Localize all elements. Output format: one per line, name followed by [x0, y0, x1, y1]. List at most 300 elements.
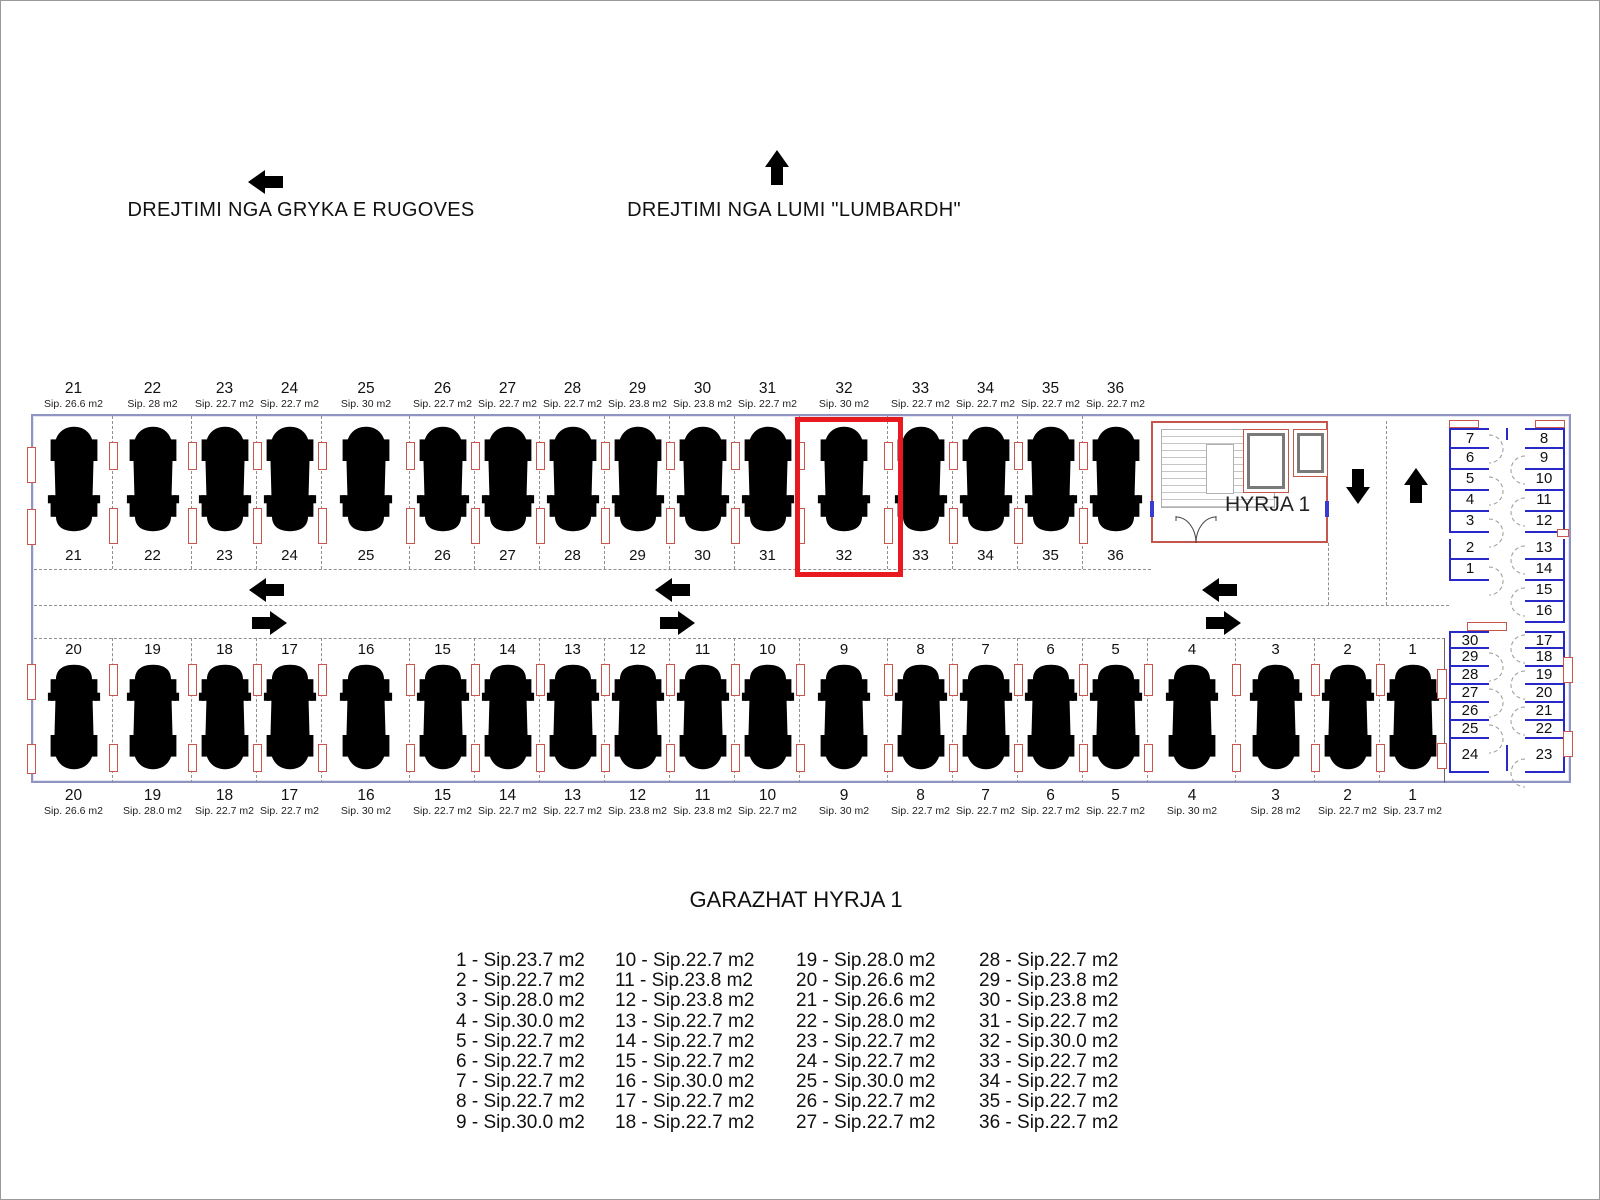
- stall-3-label-area: Sip. 28 m2: [1250, 805, 1301, 817]
- stall-20-number: 20: [65, 641, 82, 658]
- legend-item: 16 - Sip.30.0 m2: [615, 1071, 755, 1093]
- stall-2-label-area: Sip. 22.7 m2: [1318, 805, 1377, 817]
- stall-17-label-number: 17: [280, 787, 299, 804]
- storage-cell-15: 15: [1525, 581, 1565, 602]
- stall-6-label-number: 6: [1046, 787, 1055, 804]
- column-marker: [949, 744, 958, 772]
- highlight-box-stall-32: [795, 417, 903, 577]
- storage-cell-18: 18: [1525, 649, 1565, 667]
- legend-item: 28 - Sip.22.7 m2: [979, 950, 1119, 971]
- storage-cell-22: 22: [1525, 721, 1565, 739]
- legend-item: 35 - Sip.22.7 m2: [979, 1091, 1119, 1113]
- legend-item: 6 - Sip.22.7 m2: [456, 1050, 585, 1072]
- legend-item: 15 - Sip.22.7 m2: [615, 1050, 755, 1072]
- stall-20-car-icon: [47, 663, 101, 776]
- storage-cell-16: 16: [1525, 602, 1565, 623]
- stall-31-label-number: 31: [758, 380, 777, 397]
- stall-33-label-area: Sip. 22.7 m2: [891, 398, 950, 410]
- stall-30-label-area: Sip. 23.8 m2: [673, 398, 732, 410]
- lane-arrow-west-3: [1202, 578, 1238, 602]
- storage-cell-2: 2: [1449, 539, 1489, 560]
- stall-10-number: 10: [759, 641, 776, 658]
- stall-22-car-icon: [126, 425, 180, 538]
- legend-column-1: [456, 951, 585, 1133]
- lane-arrow-east-3: [1205, 611, 1241, 635]
- column-marker: [1014, 744, 1023, 772]
- stall-26-car-icon: [416, 425, 470, 538]
- stall-12-label-area: Sip. 23.8 m2: [608, 805, 667, 817]
- column-marker: [1232, 744, 1241, 772]
- column-marker: [1014, 442, 1023, 470]
- legend-item: 32 - Sip.30.0 m2: [979, 1030, 1119, 1052]
- column-marker: [109, 744, 118, 772]
- column-marker: [109, 508, 118, 544]
- stall-29-label-area: Sip. 23.8 m2: [608, 398, 667, 410]
- column-marker: [731, 442, 740, 470]
- legend-title: GARAZHAT HYRJA 1: [689, 887, 903, 912]
- legend-item: 20 - Sip.26.6 m2: [796, 970, 936, 992]
- storage-cell-10: 10: [1525, 470, 1565, 491]
- wall-marker: [1437, 743, 1447, 769]
- stall-2-car-icon: [1321, 663, 1375, 776]
- storage-cell-19: 19: [1525, 667, 1565, 685]
- stall-5-car-icon: [1089, 663, 1143, 776]
- legend-item: 22 - Sip.28.0 m2: [796, 1010, 936, 1032]
- stall-26-label-area: Sip. 22.7 m2: [413, 398, 472, 410]
- legend-item: 30 - Sip.23.8 m2: [979, 990, 1119, 1012]
- column-marker: [406, 508, 415, 544]
- storage-cell-8: 8: [1525, 428, 1565, 449]
- stall-25-label-number: 25: [357, 380, 375, 397]
- stall-9-car-icon: [817, 663, 871, 776]
- storage-cell-29: 29: [1449, 649, 1489, 667]
- stall-18-car-icon: [198, 663, 252, 776]
- stall-35-car-icon: [1024, 425, 1078, 538]
- wall-marker: [1437, 669, 1447, 699]
- stall-15-label-area: Sip. 22.7 m2: [413, 805, 472, 817]
- storage-cell-7: 7: [1449, 428, 1489, 449]
- elevator-cab: [1297, 433, 1324, 473]
- ramp-arrow-up-icon: [1404, 468, 1428, 504]
- legend-item: 12 - Sip.23.8 m2: [615, 990, 755, 1012]
- column-marker: [1232, 664, 1241, 696]
- stall-29-label-number: 29: [628, 380, 647, 397]
- column-marker: [601, 442, 610, 470]
- column-marker: [1014, 664, 1023, 696]
- legend-item: 14 - Sip.22.7 m2: [615, 1030, 755, 1052]
- legend-item: 3 - Sip.28.0 m2: [456, 990, 585, 1012]
- stall-1-number: 1: [1408, 641, 1417, 658]
- column-marker: [188, 508, 197, 544]
- lane-arrow-east-2: [659, 611, 695, 635]
- stall-35-label-area: Sip. 22.7 m2: [1021, 398, 1080, 410]
- stall-1-label-area: Sip. 23.7 m2: [1383, 805, 1442, 817]
- stall-28-label-area: Sip. 22.7 m2: [543, 398, 602, 410]
- column-marker: [1144, 664, 1153, 696]
- storage-cell-20: 20: [1525, 685, 1565, 703]
- stall-18-number: 18: [216, 641, 233, 658]
- legend-item: 10 - Sip.22.7 m2: [615, 950, 755, 971]
- storage-cell-23: 23: [1525, 739, 1565, 773]
- stall-2-number: 2: [1343, 641, 1352, 658]
- stall-8-number: 8: [916, 641, 925, 658]
- stair-core: [1206, 444, 1234, 494]
- storage-cell-9: 9: [1525, 449, 1565, 470]
- column-marker: [884, 744, 893, 772]
- storage-cell-12: 12: [1525, 512, 1565, 533]
- stall-15-car-icon: [416, 663, 470, 776]
- legend-item: 31 - Sip.22.7 m2: [979, 1010, 1119, 1032]
- legend-column-4: [979, 951, 1118, 1133]
- column-marker: [27, 509, 36, 545]
- stall-18-label-number: 18: [215, 787, 234, 804]
- column-marker: [318, 442, 327, 470]
- column-marker: [601, 664, 610, 696]
- stall-33-number: 33: [912, 547, 929, 564]
- column-marker: [796, 744, 805, 772]
- column-marker: [601, 744, 610, 772]
- stall-36-label-area: Sip. 22.7 m2: [1086, 398, 1145, 410]
- wall-marker: [1449, 420, 1479, 428]
- stall-11-label-number: 11: [694, 787, 711, 804]
- column-marker: [1144, 744, 1153, 772]
- column-marker: [949, 442, 958, 470]
- stall-1-car-icon: [1386, 663, 1440, 776]
- column-marker: [188, 664, 197, 696]
- elevator-icon: [1293, 429, 1328, 477]
- column-marker: [253, 442, 262, 470]
- storage-cell-26: 26: [1449, 703, 1489, 721]
- stall-7-label-area: Sip. 22.7 m2: [956, 805, 1015, 817]
- ramp-divider-dashed: [1386, 421, 1387, 605]
- stall-6-label-area: Sip. 22.7 m2: [1021, 805, 1080, 817]
- stall-26-label-number: 26: [433, 380, 452, 397]
- stall-31-number: 31: [759, 547, 776, 564]
- lane-divider-dashed: [34, 569, 1151, 570]
- stall-25-car-icon: [339, 425, 393, 538]
- storage-cell-14: 14: [1525, 560, 1565, 581]
- stall-35-label-number: 35: [1041, 380, 1060, 397]
- stall-3-number: 3: [1271, 641, 1280, 658]
- stall-8-label-number: 8: [916, 787, 925, 804]
- column-marker: [406, 664, 415, 696]
- stall-5-label-area: Sip. 22.7 m2: [1086, 805, 1145, 817]
- stall-13-label-area: Sip. 22.7 m2: [543, 805, 602, 817]
- stall-18-label-area: Sip. 22.7 m2: [195, 805, 254, 817]
- stall-35-number: 35: [1042, 547, 1059, 564]
- stall-19-label-area: Sip. 28.0 m2: [123, 805, 182, 817]
- lane-centerline-dashed: [34, 605, 1449, 606]
- stall-4-number: 4: [1187, 641, 1197, 658]
- stall-32-label-area: Sip. 30 m2: [818, 398, 870, 410]
- column-marker: [109, 664, 118, 696]
- entrance-label: HYRJA 1: [1225, 493, 1311, 516]
- storage-cell-4: 4: [1449, 491, 1489, 512]
- column-marker: [1311, 744, 1320, 772]
- storage-cell-27: 27: [1449, 685, 1489, 703]
- stall-29-number: 29: [629, 547, 646, 564]
- stall-25-number: 25: [357, 547, 375, 564]
- legend-item: 23 - Sip.22.7 m2: [796, 1030, 936, 1052]
- stall-8-label-area: Sip. 22.7 m2: [891, 805, 950, 817]
- column-marker: [536, 664, 545, 696]
- legend-item: 7 - Sip.22.7 m2: [456, 1071, 585, 1093]
- storage-cell-28: 28: [1449, 667, 1489, 685]
- column-marker: [1079, 508, 1088, 544]
- column-marker: [536, 442, 545, 470]
- column-marker: [1376, 744, 1385, 772]
- stall-7-car-icon: [959, 663, 1013, 776]
- stall-7-label-number: 7: [981, 787, 990, 804]
- stall-16-car-icon: [339, 663, 393, 776]
- stall-27-label-number: 27: [498, 380, 517, 397]
- stall-11-number: 11: [694, 641, 711, 658]
- column-marker: [601, 508, 610, 544]
- stall-11-car-icon: [676, 663, 730, 776]
- stall-34-label-area: Sip. 22.7 m2: [956, 398, 1015, 410]
- legend-item: 29 - Sip.23.8 m2: [979, 970, 1119, 992]
- column-marker: [666, 508, 675, 544]
- stall-5-label-number: 5: [1111, 787, 1120, 804]
- stall-15-number: 15: [434, 641, 451, 658]
- stall-20-label-area: Sip. 26.6 m2: [44, 805, 103, 817]
- stall-4-label-area: Sip. 30 m2: [1166, 805, 1218, 817]
- wall-marker: [1535, 420, 1565, 428]
- stall-29-car-icon: [611, 425, 665, 538]
- stall-32-number: 32: [835, 547, 853, 564]
- stall-6-car-icon: [1024, 663, 1078, 776]
- stall-23-number: 23: [216, 547, 233, 564]
- stall-14-number: 14: [499, 641, 516, 658]
- direction-west-label: DREJTIMI NGA GRYKA E RUGOVES: [127, 199, 475, 221]
- legend-item: 36 - Sip.22.7 m2: [979, 1111, 1119, 1133]
- stall-22-label-area: Sip. 28 m2: [127, 398, 178, 410]
- legend-item: 19 - Sip.28.0 m2: [796, 950, 936, 971]
- stall-16-label-area: Sip. 30 m2: [340, 805, 392, 817]
- column-marker: [1014, 508, 1023, 544]
- corridor-wall-stub: [1506, 745, 1508, 771]
- stall-30-label-number: 30: [693, 380, 712, 397]
- stall-12-number: 12: [629, 641, 646, 658]
- stall-7-number: 7: [981, 641, 990, 658]
- stall-9-number: 9: [839, 641, 849, 658]
- stall-28-car-icon: [546, 425, 600, 538]
- stall-36-label-number: 36: [1106, 380, 1125, 397]
- legend-item: 13 - Sip.22.7 m2: [615, 1010, 755, 1032]
- storage-cell-24: 24: [1449, 739, 1489, 773]
- column-marker: [27, 664, 36, 700]
- stall-16-label-number: 16: [357, 787, 375, 804]
- column-marker: [27, 447, 36, 483]
- stall-19-number: 19: [144, 641, 161, 658]
- legend-column-3: [796, 951, 935, 1133]
- stall-12-label-number: 12: [628, 787, 647, 804]
- stall-10-label-area: Sip. 22.7 m2: [738, 805, 797, 817]
- stall-10-label-number: 10: [758, 787, 777, 804]
- door-swing-arcs: [1481, 419, 1533, 796]
- legend-item: 5 - Sip.22.7 m2: [456, 1030, 585, 1052]
- direction-west-arrow-icon: [248, 170, 284, 194]
- column-marker: [731, 664, 740, 696]
- legend-item: 1 - Sip.23.7 m2: [456, 950, 585, 971]
- elevator-icon: [1243, 429, 1289, 493]
- storage-cell-1: 1: [1449, 560, 1489, 581]
- stall-24-label-area: Sip. 22.7 m2: [260, 398, 319, 410]
- stall-1-label-number: 1: [1408, 787, 1417, 804]
- double-door-arc-icon: [1173, 516, 1219, 544]
- stall-14-label-number: 14: [498, 787, 517, 804]
- storage-cell-11: 11: [1525, 491, 1565, 512]
- stall-19-label-number: 19: [143, 787, 162, 804]
- column-marker: [471, 664, 480, 696]
- stall-19-car-icon: [126, 663, 180, 776]
- column-marker: [1079, 442, 1088, 470]
- column-marker: [666, 744, 675, 772]
- column-marker: [253, 744, 262, 772]
- legend-item: 33 - Sip.22.7 m2: [979, 1050, 1119, 1072]
- wall-marker: [1557, 529, 1569, 537]
- stall-5-number: 5: [1111, 641, 1120, 658]
- stall-36-car-icon: [1089, 425, 1143, 538]
- storage-cell-6: 6: [1449, 449, 1489, 470]
- column-marker: [1079, 744, 1088, 772]
- column-marker: [188, 744, 197, 772]
- column-marker: [318, 664, 327, 696]
- ramp-divider-dashed: [1328, 543, 1329, 605]
- lane-arrow-west-2: [655, 578, 691, 602]
- wall-marker: [1563, 657, 1573, 683]
- column-marker: [536, 744, 545, 772]
- stall-12-car-icon: [611, 663, 665, 776]
- storage-cell-17: 17: [1525, 631, 1565, 649]
- legend-item: 9 - Sip.30.0 m2: [456, 1111, 585, 1133]
- stall-20-label-number: 20: [64, 787, 83, 804]
- stall-24-label-number: 24: [280, 380, 299, 397]
- legend-item: 34 - Sip.22.7 m2: [979, 1071, 1119, 1093]
- column-marker: [949, 508, 958, 544]
- stall-30-car-icon: [676, 425, 730, 538]
- stall-26-number: 26: [434, 547, 451, 564]
- storage-cell-3: 3: [1449, 512, 1489, 533]
- column-marker: [109, 442, 118, 470]
- stall-17-number: 17: [281, 641, 298, 658]
- legend-item: 25 - Sip.30.0 m2: [796, 1071, 936, 1093]
- stall-27-car-icon: [481, 425, 535, 538]
- stall-13-label-number: 13: [563, 787, 582, 804]
- legend-item: 8 - Sip.22.7 m2: [456, 1091, 585, 1113]
- stall-21-label-number: 21: [64, 380, 83, 397]
- stall-23-car-icon: [198, 425, 252, 538]
- stall-4-label-number: 4: [1187, 787, 1197, 804]
- stall-31-label-area: Sip. 22.7 m2: [738, 398, 797, 410]
- lane-arrow-west-1: [249, 578, 285, 602]
- stall-23-label-area: Sip. 22.7 m2: [195, 398, 254, 410]
- column-marker: [796, 664, 805, 696]
- column-marker: [406, 744, 415, 772]
- stall-13-car-icon: [546, 663, 600, 776]
- stall-23-label-number: 23: [215, 380, 234, 397]
- stall-17-car-icon: [263, 663, 317, 776]
- legend-column-2: [615, 951, 754, 1133]
- column-marker: [1376, 664, 1385, 696]
- stall-15-label-number: 15: [433, 787, 452, 804]
- stall-21-number: 21: [65, 547, 82, 564]
- legend-item: 27 - Sip.22.7 m2: [796, 1111, 936, 1133]
- legend-item: 4 - Sip.30.0 m2: [456, 1010, 585, 1032]
- stall-31-car-icon: [741, 425, 795, 538]
- stall-3-label-number: 3: [1271, 787, 1280, 804]
- stall-36-number: 36: [1107, 547, 1124, 564]
- column-marker: [536, 508, 545, 544]
- stall-34-label-number: 34: [976, 380, 995, 397]
- column-marker: [1311, 664, 1320, 696]
- column-marker: [188, 442, 197, 470]
- column-marker: [318, 508, 327, 544]
- column-marker: [318, 744, 327, 772]
- storage-cell-5: 5: [1449, 470, 1489, 491]
- stall-22-number: 22: [144, 547, 161, 564]
- stall-9-label-area: Sip. 30 m2: [818, 805, 870, 817]
- stall-9-label-number: 9: [839, 787, 849, 804]
- column-marker: [471, 442, 480, 470]
- legend-item: 26 - Sip.22.7 m2: [796, 1091, 936, 1113]
- legend-item: 17 - Sip.22.7 m2: [615, 1091, 755, 1113]
- direction-north-label: DREJTIMI NGA LUMI "LUMBARDH": [627, 199, 961, 221]
- stall-16-number: 16: [357, 641, 375, 658]
- stall-8-car-icon: [894, 663, 948, 776]
- column-marker: [666, 664, 675, 696]
- stall-21-label-area: Sip. 26.6 m2: [44, 398, 103, 410]
- column-marker: [471, 508, 480, 544]
- stall-14-label-area: Sip. 22.7 m2: [478, 805, 537, 817]
- stall-28-number: 28: [564, 547, 581, 564]
- door-tick: [1150, 501, 1154, 517]
- storage-cell-13: 13: [1525, 539, 1565, 560]
- stall-6-number: 6: [1046, 641, 1055, 658]
- legend-item: 21 - Sip.26.6 m2: [796, 990, 936, 1012]
- column-marker: [949, 664, 958, 696]
- column-marker: [666, 442, 675, 470]
- stall-17-label-area: Sip. 22.7 m2: [260, 805, 319, 817]
- stall-25-label-area: Sip. 30 m2: [340, 398, 392, 410]
- stall-21-car-icon: [47, 425, 101, 538]
- ramp-arrow-down-icon: [1346, 468, 1370, 504]
- column-marker: [253, 664, 262, 696]
- stall-14-car-icon: [481, 663, 535, 776]
- stall-34-number: 34: [977, 547, 994, 564]
- column-marker: [27, 744, 36, 774]
- column-marker: [731, 508, 740, 544]
- legend-item: 18 - Sip.22.7 m2: [615, 1111, 755, 1133]
- storage-cell-30: 30: [1449, 631, 1489, 649]
- stall-28-label-number: 28: [563, 380, 582, 397]
- column-marker: [406, 442, 415, 470]
- column-marker: [1079, 664, 1088, 696]
- wall-marker: [1467, 622, 1507, 631]
- stall-2-label-number: 2: [1343, 787, 1352, 804]
- legend-item: 2 - Sip.22.7 m2: [456, 970, 585, 992]
- stall-33-label-number: 33: [911, 380, 930, 397]
- stall-13-number: 13: [564, 641, 581, 658]
- stall-10-car-icon: [741, 663, 795, 776]
- column-marker: [884, 664, 893, 696]
- storage-cell-21: 21: [1525, 703, 1565, 721]
- stall-30-number: 30: [694, 547, 711, 564]
- stall-27-number: 27: [499, 547, 516, 564]
- stall-4-car-icon: [1165, 663, 1219, 776]
- elevator-cab: [1247, 433, 1285, 489]
- stall-32-label-number: 32: [835, 380, 853, 397]
